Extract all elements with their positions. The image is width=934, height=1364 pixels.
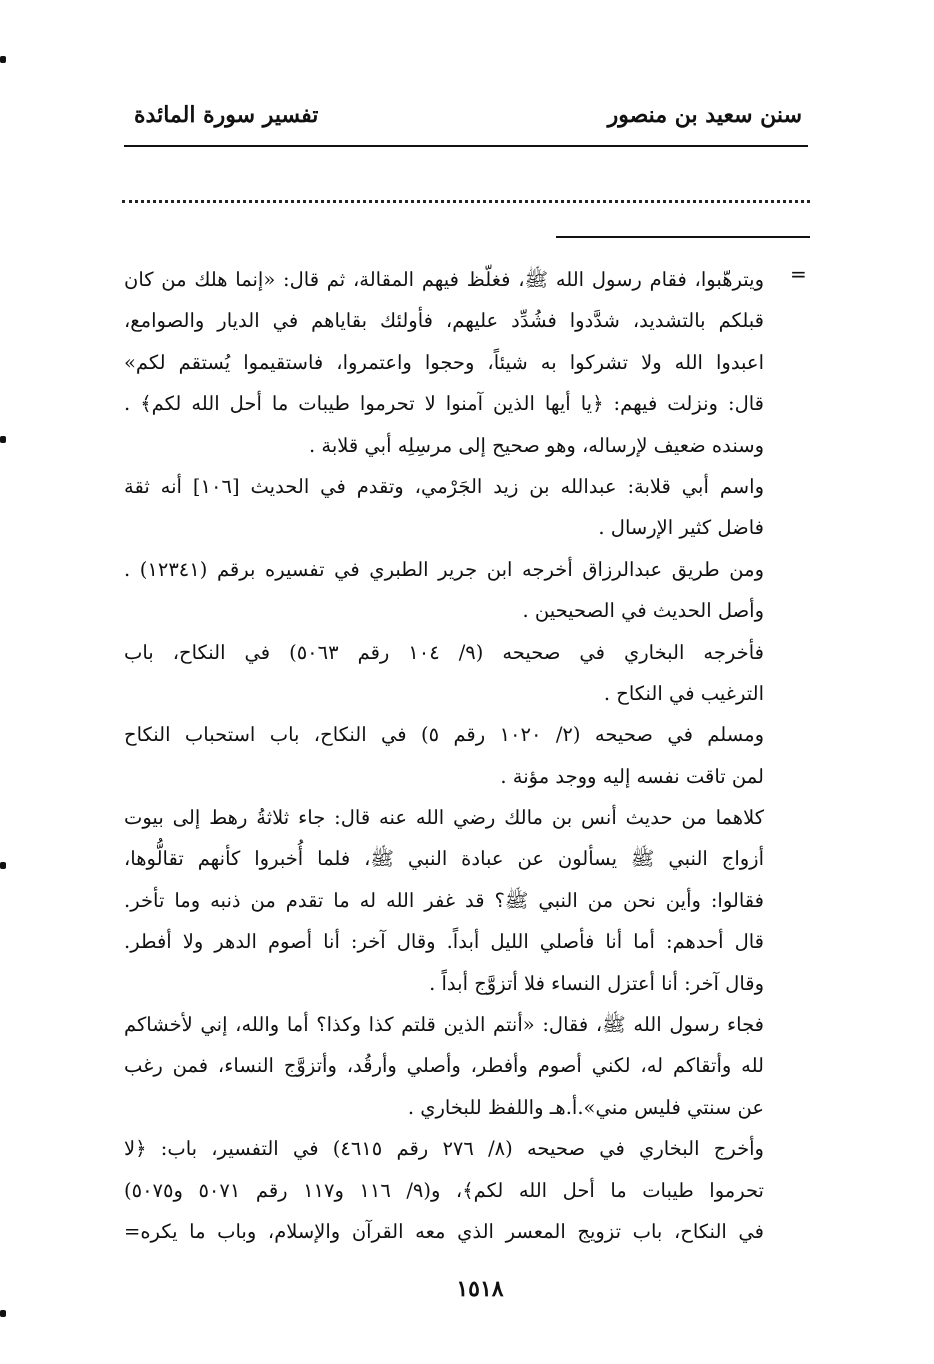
text-line: فاضل كثير الإرسال . — [598, 516, 764, 540]
continuation-mark: = — [790, 262, 807, 286]
text-line: وأخرج البخاري في صحيحه (٨/ ٢٧٦ رقم ٤٦١٥) في التفسير، باب: ﴿لا — [124, 1137, 764, 1161]
text-line: قبلكم بالتشديد، شدَّدوا فشُدِّد عليهم، فأولئك بقاياهم في الديار والصوامع، — [124, 309, 764, 333]
text-line: أزواج النبي ﷺ يسألون عن عبادة النبي ﷺ، فلما أُخبروا كأنهم تقالُّوها، — [124, 847, 764, 871]
text-line: اعبدوا الله ولا تشركوا به شيئاً، وحجوا واعتمروا، فاستقيموا يُستقم لكم» — [124, 350, 764, 374]
text-line: قال: ونزلت فيهم: ﴿يا أيها الذين آمنوا لا تحرموا طيبات ما أحل الله لكم﴾ . — [124, 392, 764, 416]
footnote-rule — [556, 236, 810, 238]
text-line: ومن طريق عبدالرزاق أخرجه ابن جرير الطبري في تفسيره برقم (١٢٣٤١) . — [124, 557, 764, 581]
text-line: قال أحدهم: أما أنا فأصلي الليل أبداً. وقال آخر: أنا أصوم الدهر ولا أفطر. — [124, 930, 764, 954]
footnote-body — [124, 259, 764, 1252]
book-title: سنن سعيد بن منصور — [607, 102, 802, 128]
scan-edge-mark — [0, 1310, 6, 1317]
text-line: كلاهما من حديث أنس بن مالك رضي الله عنه قال: جاء ثلاثةُ رهط إلى بيوت — [124, 806, 764, 830]
scan-edge-mark — [0, 862, 6, 869]
text-line: الترغيب في النكاح . — [603, 681, 764, 705]
text-line: لله وأتقاكم له، لكني أصوم وأفطر، وأصلي وأرقُد، وأتزوَّج النساء، فمن رغب — [124, 1054, 764, 1078]
text-line: فجاء رسول الله ﷺ، فقال: «أنتم الذين قلتم كذا وكذا؟ أما والله، إني لأخشاكم — [124, 1013, 764, 1037]
text-line: ويترهّبوا، فقام رسول الله ﷺ، فغلّظ فيهم المقالة، ثم قال: «إنما هلك من كان — [124, 268, 765, 291]
section-title: تفسير سورة المائدة — [134, 102, 319, 128]
scan-edge-mark — [0, 436, 6, 443]
text-line: فقالوا: وأين نحن من النبي ﷺ؟ قد غفر الله له ما تقدم من ذنبه وما تأخر. — [124, 888, 764, 912]
page-number: ١٥١٨ — [456, 1276, 504, 1302]
text-line: لمن تاقت نفسه إليه ووجد مؤنة . — [500, 764, 764, 788]
header-rule — [124, 145, 808, 147]
text-line: وسنده ضعيف لإرساله، وهو صحيح إلى مرسِلِه أبي قلابة . — [308, 433, 764, 457]
text-line: عن سنتي فليس مني».أ.هـ واللفظ للبخاري . — [407, 1095, 764, 1119]
dotted-separator — [122, 200, 810, 203]
running-header — [124, 98, 808, 138]
text-line: وقال آخر: أنا أعتزل النساء فلا أتزوَّج أبداً . — [429, 971, 764, 995]
text-line: واسم أبي قلابة: عبدالله بن زيد الجَرْمي، وتقدم في الحديث [١٠٦] أنه ثقة — [124, 474, 764, 498]
text-line: في النكاح، باب تزويج المعسر الذي معه القرآن والإسلام، وباب ما يكره= — [124, 1219, 764, 1243]
text-line: ومسلم في صحيحه (٢/ ١٠٢٠ رقم ٥) في النكاح، باب استحباب النكاح — [124, 723, 764, 747]
scan-edge-mark — [0, 56, 6, 63]
text-line: تحرموا طيبات ما أحل الله لكم﴾، و(٩/ ١١٦ و١١٧ رقم ٥٠٧١ و٥٠٧٥) — [124, 1178, 764, 1202]
text-line: فأخرجه البخاري في صحيحه (٩/ ١٠٤ رقم ٥٠٦٣) في النكاح، باب — [124, 640, 764, 664]
text-line: وأصل الحديث في الصحيحين . — [522, 599, 764, 623]
